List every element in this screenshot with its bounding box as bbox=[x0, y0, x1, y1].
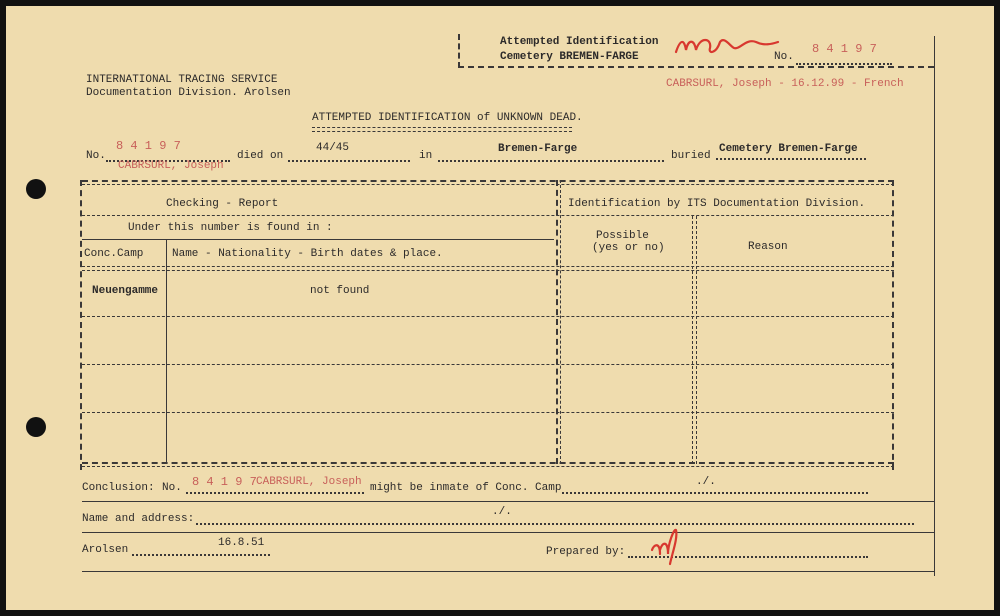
col-header-divider-2 bbox=[82, 270, 894, 271]
record-buried-dots bbox=[716, 158, 866, 160]
arolsen-dots bbox=[132, 554, 270, 556]
name-address-value: ./. bbox=[492, 506, 512, 518]
table-right-border bbox=[892, 180, 894, 470]
conclusion-no-label: No. bbox=[162, 482, 182, 494]
red-header-name: CABRSURL, Joseph - 16.12.99 - French bbox=[666, 78, 904, 90]
row1-camp: Neuengamme bbox=[92, 285, 159, 297]
footer-rule bbox=[82, 571, 934, 572]
record-buried-label: buried bbox=[671, 150, 711, 162]
table-left-header: Checking - Report bbox=[166, 198, 279, 210]
col-header-reason: Reason bbox=[748, 241, 788, 253]
col-header-possible-1: Possible bbox=[596, 230, 649, 242]
record-name-red: CABRSURL, Joseph bbox=[118, 160, 224, 172]
header-box-line1: Attempted Identification bbox=[500, 36, 659, 48]
col-header-divider bbox=[82, 266, 894, 267]
name-address-rule bbox=[82, 532, 934, 533]
table-sub-header: Under this number is found in : bbox=[128, 222, 333, 234]
punch-hole-top bbox=[26, 179, 46, 199]
arolsen-label: Arolsen bbox=[82, 544, 129, 556]
col-separator-reason-2 bbox=[696, 216, 697, 464]
header-box-no-value: 8 4 1 9 7 bbox=[812, 42, 877, 56]
col-header-possible-2: (yes or no) bbox=[592, 242, 665, 254]
table-top-border bbox=[82, 180, 894, 182]
conclusion-no-dots bbox=[186, 492, 364, 494]
table-bottom-border-2 bbox=[82, 466, 894, 467]
conclusion-label: Conclusion: bbox=[82, 482, 155, 494]
conclusion-name-red: CABRSURL, Joseph bbox=[256, 476, 362, 488]
record-no-label: No. bbox=[86, 150, 106, 162]
conclusion-camp-value: ./. bbox=[696, 476, 716, 488]
record-died-value: 44/45 bbox=[316, 142, 350, 154]
table-middle-divider-2 bbox=[560, 180, 561, 464]
arolsen-date: 16.8.51 bbox=[218, 537, 265, 549]
header-box-no-dots bbox=[796, 63, 892, 65]
prepared-by-label: Prepared by: bbox=[546, 546, 626, 558]
row-divider-2 bbox=[82, 364, 894, 365]
table-right-header: Identification by ITS Documentation Division. bbox=[568, 198, 866, 210]
document-card bbox=[6, 6, 994, 610]
record-no-value: 8 4 1 9 7 bbox=[116, 139, 181, 153]
col-separator-camp bbox=[166, 240, 167, 462]
conclusion-rule bbox=[82, 501, 934, 502]
record-in-dots bbox=[438, 160, 664, 162]
title-underline-2 bbox=[312, 131, 572, 132]
table-bottom-border bbox=[82, 462, 894, 464]
table-middle-divider bbox=[556, 180, 558, 464]
record-in-value: Bremen-Farge bbox=[498, 143, 578, 155]
title-underline-1 bbox=[312, 127, 572, 128]
org-line1: INTERNATIONAL TRACING SERVICE bbox=[86, 74, 278, 86]
org-line2: Documentation Division. Arolsen bbox=[86, 87, 291, 99]
record-buried-value: Cemetery Bremen-Farge bbox=[719, 143, 858, 155]
table-left-border bbox=[80, 180, 82, 470]
header-box-no-label: No. bbox=[774, 51, 794, 63]
conclusion-might-text: might be inmate of Conc. Camp bbox=[370, 482, 562, 494]
table-top-border-2 bbox=[82, 184, 894, 185]
handwritten-red-note bbox=[672, 28, 782, 58]
record-in-label: in bbox=[419, 150, 433, 162]
record-died-label: died on bbox=[237, 150, 284, 162]
page-title: ATTEMPTED IDENTIFICATION of UNKNOWN DEAD. bbox=[312, 112, 583, 124]
name-address-label: Name and address: bbox=[82, 513, 195, 525]
col-header-camp: Conc.Camp bbox=[84, 248, 144, 260]
conclusion-no-value: 8 4 1 9 7 bbox=[192, 475, 257, 489]
record-died-dots bbox=[288, 160, 410, 162]
punch-hole-bottom bbox=[26, 417, 46, 437]
col-header-name: Name - Nationality - Birth dates & place. bbox=[172, 248, 443, 260]
header-row-divider bbox=[82, 215, 894, 216]
conclusion-camp-dots bbox=[562, 492, 868, 494]
header-box-line2: Cemetery BREMEN-FARGE bbox=[500, 51, 639, 63]
handwritten-signature bbox=[646, 524, 686, 568]
col-separator-reason bbox=[692, 216, 693, 464]
sub-header-rule bbox=[82, 239, 554, 240]
header-box-bottom-border bbox=[458, 66, 934, 68]
name-address-dots bbox=[196, 523, 914, 525]
row1-name: not found bbox=[310, 285, 370, 297]
row-divider-1 bbox=[82, 316, 894, 317]
row-divider-3 bbox=[82, 412, 894, 413]
card-right-rule bbox=[934, 36, 935, 576]
header-box-left-border bbox=[458, 34, 460, 68]
